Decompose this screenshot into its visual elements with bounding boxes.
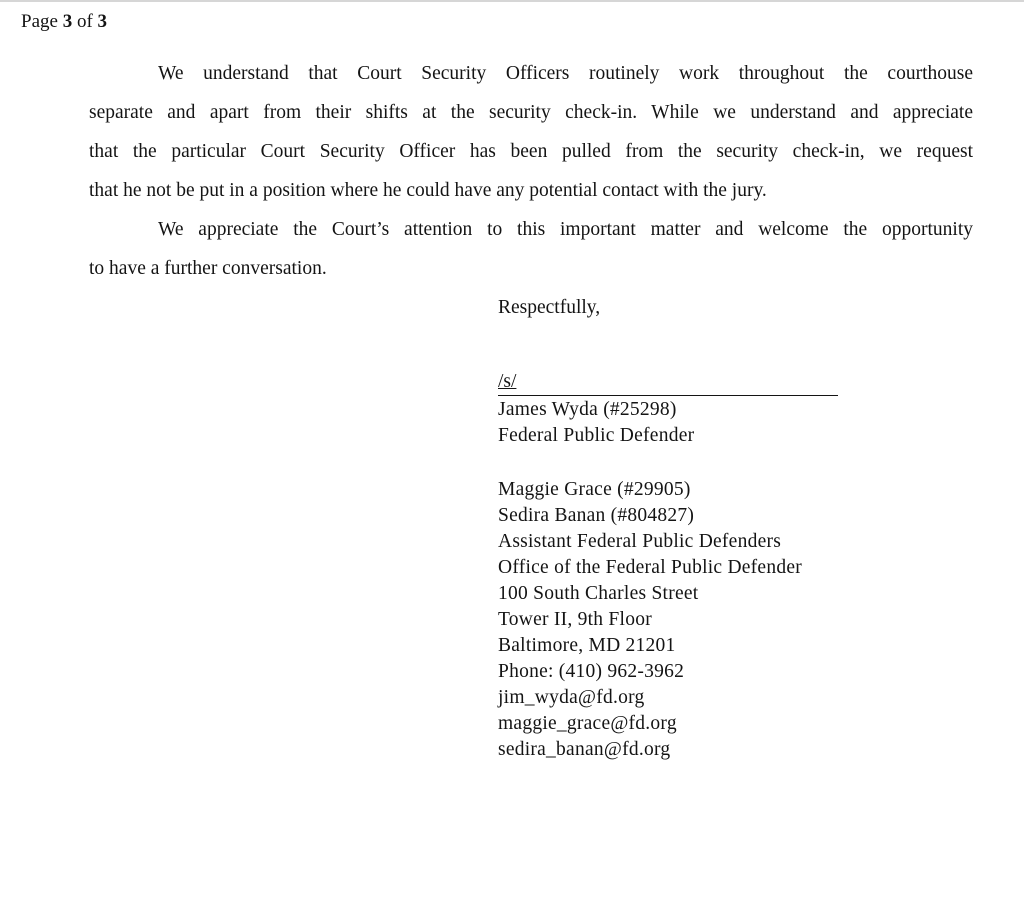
floor-address: Tower II, 9th Floor (498, 609, 652, 630)
signature-line (498, 369, 838, 396)
page-top-divider (0, 0, 1024, 2)
page-total-number: 3 (97, 11, 108, 32)
signer-name: James Wyda (#25298) (498, 399, 677, 420)
signer-title: Federal Public Defender (498, 425, 695, 446)
attorney-name-2: Sedira Banan (#804827) (498, 505, 695, 526)
email-address-3[interactable]: sedira_banan@fd.org (498, 739, 671, 760)
attorney-name-1: Maggie Grace (#29905) (498, 479, 691, 500)
attorney-role: Assistant Federal Public Defenders (498, 531, 782, 552)
page-current-number: 3 (62, 11, 73, 32)
contact-block (498, 477, 802, 763)
paragraph-2-line-1: We appreciate the Court’s attention to this important matter and welcome the opportunity (158, 219, 973, 240)
paragraph-1-line-2: separate and apart from their shifts at the security check-in. While we understand and appreciate (89, 102, 973, 123)
page-word: Page (21, 11, 58, 32)
email-address-1[interactable]: jim_wyda@fd.org (498, 687, 645, 708)
city-state-zip: Baltimore, MD 21201 (498, 635, 676, 656)
signer-block (498, 397, 694, 449)
email-address-2[interactable]: maggie_grace@fd.org (498, 713, 677, 734)
electronic-signature-mark: /s/ (498, 371, 517, 392)
page-of-word: of (76, 11, 93, 32)
office-name: Office of the Federal Public Defender (498, 557, 802, 578)
paragraph-2-line-2: to have a further conversation. (89, 258, 327, 279)
paragraph-1-line-1: We understand that Court Security Officers routinely work throughout the courthouse (158, 63, 973, 84)
closing-salutation: Respectfully, (498, 297, 601, 318)
paragraph-1-line-4: that he not be put in a position where he could have any potential contact with the jury. (89, 180, 767, 201)
street-address: 100 South Charles Street (498, 583, 699, 604)
phone-number: Phone: (410) 962-3962 (498, 661, 685, 682)
paragraph-1-line-3: that the particular Court Security Officer has been pulled from the security check-in, we request (89, 141, 973, 162)
page-number-header (21, 9, 107, 35)
